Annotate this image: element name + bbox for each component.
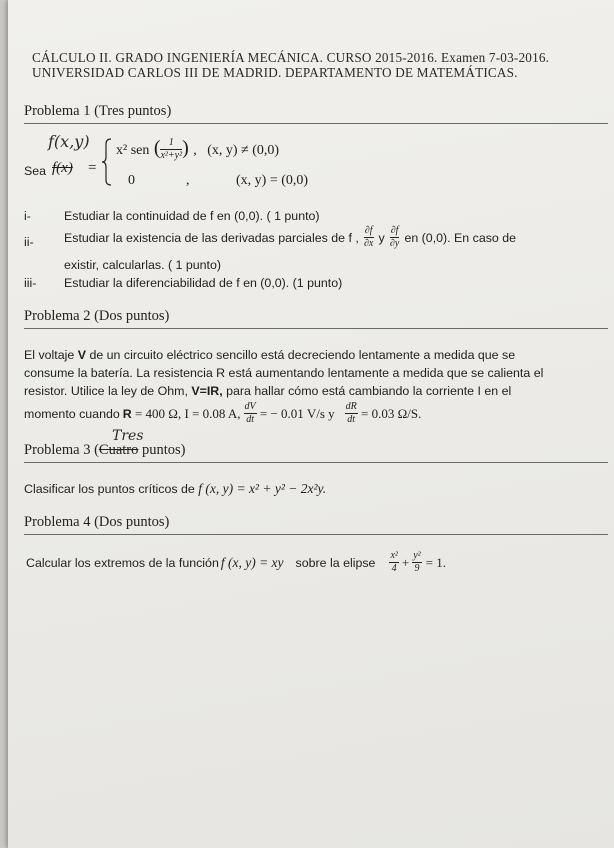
ellipse-x-fraction: $\frac{\text{x²}}{4}$ [390,550,398,574]
case-1-condition: , (x, y) ≠ (0,0) [193,143,280,158]
ellipse-y-fraction: $\frac{\text{y²}}{9}$ [413,550,421,574]
item-i-marker: i- [24,209,31,223]
exam-header [32,50,602,80]
problem-4-text: Calcular los extremos de la función f (x, y) = xy sobre la elipse $\frac{\text{x²}}{4}$ + $\frac{\text{y²}}{9}$ = 1. [26,550,447,574]
case-1-expr: x² sen [116,143,150,158]
dv-dt-fraction: $\frac{dV}{dt}$ [244,401,256,425]
p2-line-3: resistor. Utilice la ley de Ohm, V=IR, para hallar cómo está cambiando la corriente I en el [24,384,512,398]
problem-1-title: Problema 1 (Tres puntos) [24,103,608,124]
item-ii-line-2: existir, calcularlas. ( 1 punto) [64,258,222,272]
piecewise-brace [102,138,110,186]
header-line-1: CÁLCULO II. GRADO INGENIERÍA MECÁNICA. CURSO 2015-2016. Examen 7-03-2016. [32,50,550,65]
header-line-2: UNIVERSIDAD CARLOS III DE MADRID. DEPARTAMENTO DE MATEMÁTICAS. [32,65,518,80]
problem-2-title: Problema 2 (Dos puntos) [24,308,608,329]
case-1: x² sen ( $\frac{1}{\text{x²+y²}}$ ) , (x, y) ≠ (0,0) [116,137,280,162]
case-2-comma: , [186,173,190,188]
item-i-text: Estudiar la continuidad de f en (0,0). ( 1 punto) [64,209,320,223]
struck-cuatro: Cuatro [98,442,139,458]
dr-dt-fraction: $\frac{dR}{dt}$ [345,401,357,425]
equals-sign: = [88,160,97,176]
item-iii-marker: iii- [24,276,37,290]
p2-line-2: consume la batería. La resistencia R está aumentando lentamente a medida que se calienta el [24,366,544,380]
handwritten-fxy: f(x,y) [48,132,90,151]
partial-fx-fraction: $\frac{\partial f}{\partial x}$ [363,225,374,249]
problem-3-text: Clasificar los puntos críticos de f (x, y) = x² + y² − 2x²y. [24,481,327,496]
handwritten-tres: Tres [112,428,144,444]
problem-3-title: Problema 3 (Cuatro puntos) [24,442,608,463]
p3-function: f (x, y) = x² + y² − 2x²y. [198,481,327,496]
struck-fx: f(x) [52,160,73,176]
partial-fy-fraction: $\frac{\partial f}{\partial y}$ [389,225,400,249]
sea-label: Sea [24,164,47,178]
p2-line-1: El voltaje V de un circuito eléctrico sencillo está decreciendo lentamente a medida que se [24,348,516,362]
p4-function: f (x, y) = xy [220,554,284,570]
exam-sheet [8,0,614,848]
problem-4-title: Problema 4 (Dos puntos) [24,514,608,535]
p2-line-4: momento cuando R = 400 Ω, I = 0.08 A, $\frac{dV}{dt}$ = − 0.01 V/s y $\frac{dR}{dt}$ = 0.03 Ω/S. [24,401,422,425]
case-1-fraction: $\frac{1}{\text{x²+y²}}$ [160,137,183,162]
problem-2-text [24,346,580,425]
case-2-condition: (x, y) = (0,0) [236,173,309,188]
item-iii-text: Estudiar la diferenciabilidad de f en (0,0). (1 punto) [64,276,343,290]
item-ii-marker: ii- [24,235,34,249]
case-2-expr: 0 [128,173,135,188]
item-ii-line-1: Estudiar la existencia de las derivadas parciales de f , $\frac{\partial f}{\partial x}$ y $\frac{\partial f}{\partial y}$ en (0,0). En caso de [64,225,517,249]
